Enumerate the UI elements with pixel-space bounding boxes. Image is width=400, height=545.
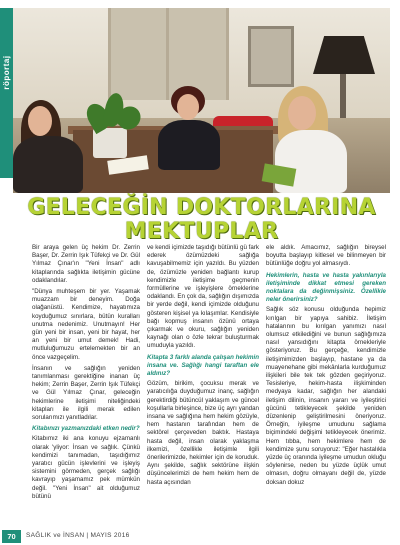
- body-paragraph: Gözüm, birikim, çocuksu merak ve yaratıcılığa duyduğumuz inanç, sağlığın gerektirdiği bütüncül yaklaşım ve güncel koşullarla birleşince, bize üç ayrı yandan insana ve sağlığına hem hekim gözüyle, hem hastanın tarafından hem de sektörel çerçeveden baktık. Hastaya hasta değil, insan olarak yaklaşma ilkemizi, özellikle iletişimle ilgili önerilerimizde, hekimler için de koruduk. Aynı şekilde, sağlık sektörüne ilişkin düşüncelerimizi de hem hekim hem de hasta açısından: [147, 380, 259, 486]
- photo-person-left-body: [13, 136, 83, 193]
- photo-picture-frame: [248, 26, 294, 87]
- article-column-1: [32, 244, 140, 504]
- page-footer: [0, 527, 400, 545]
- section-tag: [0, 8, 13, 178]
- photo-person-right-face: [288, 96, 316, 130]
- photo-person-left-face: [28, 106, 52, 136]
- page-number: 70: [2, 530, 21, 543]
- publication-line: SAĞLIK ve İNSAN | MAYIS 2016: [26, 532, 130, 539]
- headline-line-1: GELECEĞİN DOKTORLARINA: [27, 195, 376, 220]
- article-column-2: [147, 244, 259, 490]
- headline-line-2: MEKTUPLAR: [124, 219, 279, 244]
- body-paragraph: Kitabımız iki ana konuyu ejzamanlı olarak 'yliyor: İnsan ve sağlık. Çünkü kendimizi tanımadan, taşıdığımız yaratıcı gücün işlevlerini ve işleyiş sistemini görmeden, gerçek sağlığı kavrayıp yaşamamız pek mümkün değil. "Yeni İnsan" ait olduğumuz bütünü: [32, 435, 140, 500]
- photo-person-center-face: [177, 94, 199, 120]
- question-heading: Hekimlerin, hasta ve hasta yakınlarıyla iletişiminde dikkat etmesi gereken noktalara da değinmişsiniz. Özellikle neler önerirsiniz?: [266, 271, 386, 304]
- body-paragraph: Bir araya gelen üç hekim Dr. Zerrin Başer, Dr. Zerrin Işık Tüfekçi ve Dr. Gül Yılmaz Çınar'ın "Yeni İnsan" adlı kitaplarında sağlıkta iletişimin gücüne odaklandılar.: [32, 244, 140, 284]
- photo-person-center-body: [158, 120, 220, 170]
- body-paragraph: ele aldık. Amacımız, sağlığın bireysel boyutta başlayıp kitlesel ve bilinmeyen bir bütünlüğe doğru yol almasıydı.: [266, 244, 386, 268]
- body-paragraph: "Dünya muhteşem bir yer. Yaşamak muazzam bir deneyim. Doğa olağanüstü. Kendimize, hayatımıza koyduğumuz sınırlara, bütün kuralları unutma nedenimiz. Unutmayın! Her gün yeni bir insan, yeni bir hayat, her an yeni bir umut demek! Hadi, mutluluğumuzu ertelemekten bir an önce vazgeçelim.: [32, 288, 140, 361]
- photo-window: [108, 8, 229, 100]
- section-tag-label: röportaj: [2, 55, 11, 90]
- article-column-3: [266, 244, 386, 490]
- question-heading: Kitapta 3 farklı alanda çalışan hekimin insana ve. Sağlığı hangi taraftan ele aldınız?: [147, 353, 259, 378]
- headline: [13, 196, 390, 244]
- body-paragraph: İnsanın ve sağlığın yeniden tanımlanması gerektiğine inanan üç hekim; Zerrin Başer, Zerrin Işık Tüfekçi ve Gül Yılmaz Çınar, geleceğin hekimlerine iletişimi niteliğindeki kitapları ile ilgili merak edilen sorularımızı yanıtladılar.: [32, 364, 140, 422]
- body-paragraph: ve kendi içimizde taşıdığı bütünlü gü fark ederek özümüzdeki sağlığa kavuşabilmemiz için yazıldı. Bu yüzden de, özümüzle yeniden bağlantı kurup kendimizle iletişime geçmenin formüllerine ve işleyişlere örneklerine odaklandı. En çok da, sağlığın dışımızda bir yerde değil, kendi içimizde olduğunu gösteren kişisel ya kılaşımlar. Kendisiyle bağı kopmuş insanın özünü ortaya çıkarmak ve okuru, sağlığın yeniden kaynağı olan o özle tekrar buluşturmak umuduyla yazıldı.: [147, 244, 259, 350]
- cover-photo: [13, 8, 390, 193]
- body-paragraph: Sağlık söz konusu olduğunda hepimiz kırılgan bir yapıya sahibiz. İletişim hatalarının bu kırılgan yanımızı nasıl olumsuz etkilediğini ve bunun sağlığımıza nasıl yansıdığını kitapta örnekleriyle gösteriyoruz. Bu gerçeğe, kendimizle iletişimimizden başlayıp, hastane ya da muayenehane gibi mekânlarla kurduğumuz ilişkileri bile tek tek gözden geçiriyoruz. Tesisleriye, hekim-hasta ilişkiminden medyaya kadar, sağlığın her alandaki iletişim dilinin, insanın yararı ve iyileştirici gücünü tetikleyecek şekilde yeniden düzenlenip geliştirilmesini öneriyoruz. Örneğin, iyileşme umudunu sağlama biçimindeki değişimi tetikleyecek önerimiz. Hem tıbba, hem hekimlere hem de kendimize şunu soruyoruz: "Eğer hastalıkla yüzde üç oranında iyileşme umudun okluğu söylenirse, neden bu yüzde üçlük umut olmasın, doğru olmayanı değil de, yüzde doksan dokuz: [266, 306, 386, 486]
- question-heading: Kitabınızı yazmanızdaki etken nedir?: [32, 425, 140, 433]
